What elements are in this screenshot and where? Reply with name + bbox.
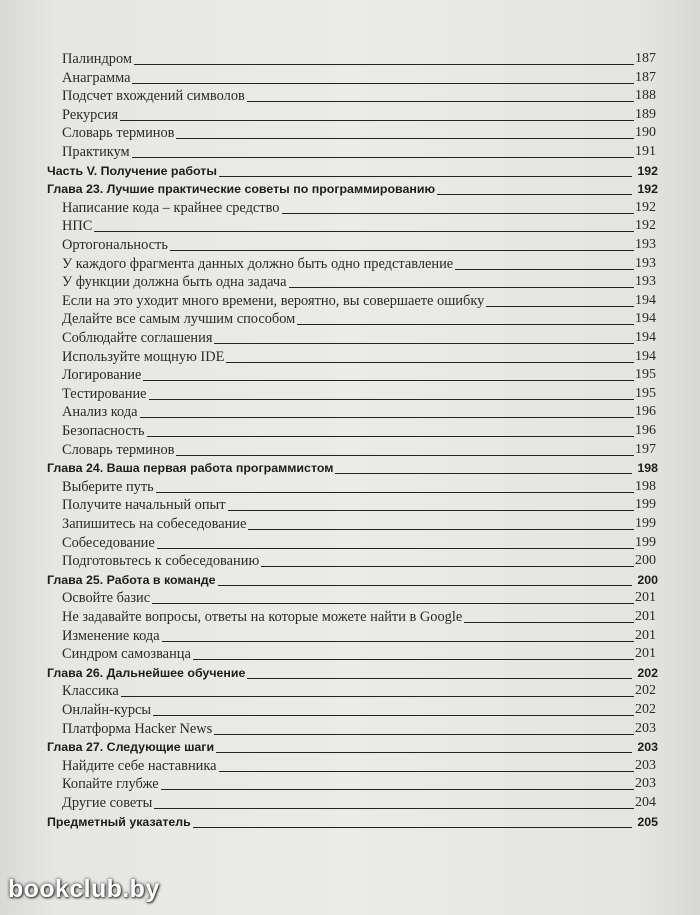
- toc-leader-line: [219, 176, 632, 177]
- toc-page-number: 201: [635, 627, 656, 643]
- toc-page-number: 195: [635, 385, 656, 401]
- toc-section-title: Классика: [62, 683, 119, 700]
- toc-leader-line: [121, 696, 634, 697]
- toc-page-number: 204: [635, 795, 656, 810]
- toc-section-row: [0, 626, 700, 646]
- toc-page-number: 202: [635, 702, 656, 717]
- toc-page-number: 191: [635, 144, 656, 159]
- toc-leader-line: [149, 399, 634, 400]
- toc-page-number: 192: [637, 182, 658, 197]
- toc-section-title: Собеседование: [62, 534, 155, 551]
- toc-leader-line: [261, 566, 634, 567]
- toc-section-title: Ортогональность: [62, 237, 168, 253]
- toc-section-row: [0, 700, 700, 720]
- toc-chapter-title: Глава 27. Следующие шаги: [47, 740, 215, 755]
- toc-chapter-title: Глава 26. Дальнейшее обучение: [47, 665, 246, 680]
- toc-section-row: [0, 514, 700, 534]
- toc-leader-line: [176, 138, 634, 139]
- toc-section-row: [0, 681, 700, 701]
- toc-section-row: [0, 272, 700, 292]
- toc-leader-line: [214, 734, 634, 735]
- toc-chapter-title: Часть V. Получение работы: [47, 163, 217, 178]
- toc-section-title: Словарь терминов: [62, 441, 175, 458]
- toc-chapter-row: [0, 570, 700, 590]
- toc-section-title: Запишитесь на собеседование: [62, 516, 247, 532]
- toc-section-row: [0, 774, 700, 794]
- toc-section-row: [0, 719, 700, 739]
- toc-section-title: Анализ кода: [62, 404, 138, 421]
- toc-leader-line: [140, 417, 634, 418]
- toc-leader-line: [176, 455, 634, 456]
- toc-chapter-row: [0, 812, 700, 832]
- toc-leader-line: [247, 101, 634, 102]
- toc-leader-line: [226, 362, 634, 363]
- toc-section-title: Используйте мощную IDE: [62, 348, 225, 365]
- toc-page-number: 198: [637, 461, 658, 476]
- toc-page-number: 194: [635, 330, 656, 345]
- toc-page-number: 187: [635, 51, 656, 66]
- toc-leader-line: [297, 324, 634, 325]
- toc-section-title: Палиндром: [62, 51, 133, 67]
- toc-section-row: [0, 756, 700, 776]
- toc-section-row: [0, 105, 700, 125]
- toc-section-title: Безопасность: [62, 423, 145, 439]
- toc-leader-line: [193, 659, 634, 660]
- toc-section-title: Анаграмма: [62, 69, 131, 86]
- toc-section-title: У каждого фрагмента данных должно быть одно представление: [62, 255, 454, 272]
- toc-section-row: [0, 216, 700, 236]
- toc-section-title: Изменение кода: [62, 627, 160, 644]
- toc-leader-line: [218, 585, 632, 586]
- toc-section-row: [0, 142, 700, 162]
- toc-section-title: Синдром самозванца: [62, 646, 191, 663]
- toc-section-row: [0, 235, 700, 255]
- toc-chapter-title: Глава 24. Ваша первая работа программистом: [47, 461, 334, 476]
- toc-section-title: Логирование: [62, 367, 142, 384]
- toc-section-row: [0, 198, 700, 218]
- toc-chapter-row: [0, 663, 700, 683]
- toc-section-row: [0, 551, 700, 571]
- toc-chapter-title: Глава 23. Лучшие практические советы по программированию: [47, 182, 436, 197]
- toc-leader-line: [248, 529, 634, 530]
- toc-page-number: 192: [635, 199, 656, 215]
- toc-section-row: [0, 328, 700, 348]
- toc-leader-line: [152, 603, 634, 604]
- toc-section-title: Копайте глубже: [62, 776, 159, 793]
- toc-page-number: 200: [637, 572, 658, 587]
- toc-leader-line: [132, 83, 634, 84]
- toc-leader-line: [228, 510, 634, 511]
- toc-leader-line: [157, 548, 634, 549]
- toc-leader-line: [282, 213, 634, 214]
- toc-page-number: 203: [637, 740, 658, 755]
- toc-section-title: Подсчет вхождений символов: [62, 88, 245, 105]
- toc-section-row: [0, 533, 700, 553]
- toc-leader-line: [143, 380, 634, 381]
- toc-leader-line: [161, 789, 634, 790]
- toc-section-row: [0, 309, 700, 329]
- toc-leader-line: [120, 120, 634, 121]
- toc-page-number: 203: [635, 720, 656, 736]
- toc-leader-line: [214, 343, 634, 344]
- toc-section-title: НПС: [62, 218, 93, 235]
- toc-page-number: 190: [635, 125, 656, 141]
- toc-leader-line: [464, 622, 634, 623]
- toc-section-row: [0, 86, 700, 106]
- toc-chapter-row: [0, 458, 700, 478]
- toc-leader-line: [162, 641, 634, 642]
- toc-page-number: 198: [635, 478, 656, 494]
- toc-page-number: 194: [635, 292, 656, 308]
- toc-section-title: Не задавайте вопросы, ответы на которые можете найти в Google: [62, 609, 463, 625]
- bookclub-watermark: bookclub.by: [8, 875, 160, 903]
- toc-leader-line: [153, 715, 634, 716]
- toc-page-number: 192: [635, 218, 656, 234]
- toc-chapter-row: [0, 161, 700, 181]
- toc-section-title: Делайте все самым лучшим способом: [62, 311, 296, 328]
- toc-page-number: 194: [635, 348, 656, 364]
- toc-section-row: [0, 477, 700, 497]
- toc-page-number: 201: [635, 646, 656, 662]
- toc-page-number: 187: [635, 69, 656, 85]
- toc-page-number: 196: [635, 404, 656, 420]
- toc-section-row: [0, 495, 700, 515]
- toc-section-row: [0, 644, 700, 664]
- toc-page-number: 194: [635, 311, 656, 327]
- toc-page-number: 200: [635, 553, 656, 569]
- toc-page-number: 193: [635, 274, 656, 290]
- toc-page-number: 196: [635, 423, 656, 438]
- toc-section-row: [0, 793, 700, 813]
- toc-leader-line: [154, 808, 634, 809]
- toc-page-number: 202: [635, 683, 656, 699]
- toc-page-number: 199: [635, 516, 656, 531]
- toc-leader-line: [247, 678, 632, 679]
- toc-leader-line: [289, 287, 634, 288]
- toc-chapter-row: [0, 737, 700, 757]
- toc-section-title: Получите начальный опыт: [62, 497, 226, 514]
- toc-page-number: 193: [635, 237, 656, 252]
- toc-page-number: 195: [635, 367, 656, 383]
- toc-page-number: 203: [635, 776, 656, 792]
- toc-section-row: [0, 588, 700, 608]
- toc-page-number: 189: [635, 106, 656, 122]
- toc-section-row: [0, 421, 700, 441]
- toc-leader-line: [455, 269, 634, 270]
- toc-section-title: Написание кода – крайнее средство: [62, 199, 280, 216]
- toc-section-title: Практикум: [62, 144, 130, 160]
- toc-leader-line: [437, 194, 632, 195]
- toc-leader-line: [486, 306, 634, 307]
- toc-section-row: [0, 440, 700, 460]
- toc-chapter-row: [0, 179, 700, 199]
- toc-section-title: Другие советы: [62, 795, 153, 811]
- toc-section-row: [0, 291, 700, 311]
- toc-page-number: 197: [635, 441, 656, 457]
- toc-section-title: Соблюдайте соглашения: [62, 330, 213, 346]
- toc-page-number: 199: [635, 497, 656, 513]
- toc-leader-line: [147, 436, 634, 437]
- toc-page-number: 193: [635, 255, 656, 271]
- toc-section-title: Подготовьтесь к собеседованию: [62, 553, 260, 570]
- toc-chapter-title: Глава 25. Работа в команде: [47, 572, 216, 587]
- toc-page-number: 201: [635, 590, 656, 606]
- toc-page-number: 205: [637, 814, 658, 829]
- toc-section-row: [0, 254, 700, 274]
- toc-leader-line: [132, 157, 634, 158]
- toc-section-title: Выберите путь: [62, 478, 154, 495]
- toc-section-title: Рекурсия: [62, 106, 119, 123]
- toc-page-number: 192: [637, 163, 658, 178]
- toc-leader-line: [193, 827, 632, 828]
- toc-section-title: Освойте базис: [62, 590, 151, 607]
- toc-section-title: Платформа Hacker News: [62, 720, 213, 737]
- toc-leader-line: [94, 231, 634, 232]
- toc-page-number: 199: [635, 534, 656, 550]
- toc-section-row: [0, 347, 700, 367]
- toc-section-title: Словарь терминов: [62, 125, 175, 142]
- toc-leader-line: [335, 473, 632, 474]
- toc-section-row: [0, 402, 700, 422]
- toc-page-number: 201: [635, 609, 656, 624]
- toc-page-number: 202: [637, 665, 658, 680]
- toc-section-title: Если на это уходит много времени, вероятно, вы совершаете ошибку: [62, 292, 485, 309]
- toc-section-title: У функции должна быть одна задача: [62, 274, 287, 291]
- toc-chapter-title: Предметный указатель: [47, 814, 191, 829]
- toc-section-row: [0, 49, 700, 69]
- toc-section-row: [0, 607, 700, 627]
- toc-section-row: [0, 384, 700, 404]
- toc-leader-line: [134, 64, 634, 65]
- toc-page-number: 188: [635, 88, 656, 104]
- toc-page-number: 203: [635, 757, 656, 773]
- toc-section-row: [0, 365, 700, 385]
- toc-leader-line: [219, 771, 634, 772]
- toc-section-title: Найдите себе наставника: [62, 757, 217, 774]
- toc-leader-line: [170, 250, 634, 251]
- toc-section-row: [0, 68, 700, 88]
- toc-leader-line: [156, 492, 634, 493]
- toc-section-title: Тестирование: [62, 385, 147, 402]
- toc-section-title: Онлайн-курсы: [62, 702, 152, 718]
- toc-leader-line: [216, 752, 632, 753]
- toc-section-row: [0, 123, 700, 143]
